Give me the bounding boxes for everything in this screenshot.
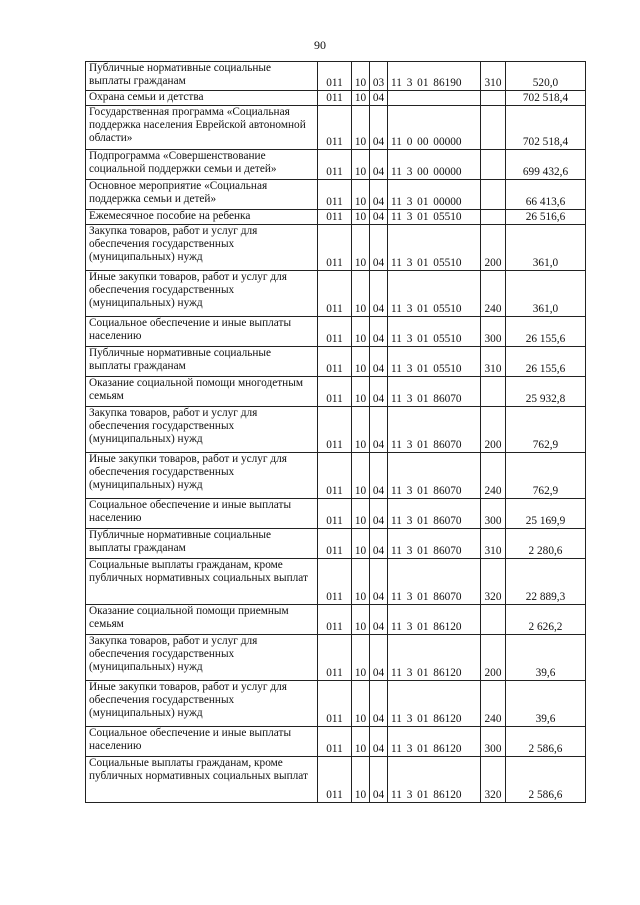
- table-row: [86, 605, 586, 635]
- row-name: Социальные выплаты гражданам, кроме публичных нормативных социальных выплат: [86, 757, 318, 803]
- row-code-expense-type: 300: [481, 727, 506, 757]
- row-amount: 762,9: [506, 453, 586, 499]
- row-code-section: 10: [352, 453, 370, 499]
- row-code-target: 11 3 01 86070: [388, 407, 481, 453]
- row-code-expense-type: [481, 210, 506, 225]
- table-row: [86, 453, 586, 499]
- row-amount: 25 169,9: [506, 499, 586, 529]
- row-code-section: 10: [352, 499, 370, 529]
- row-code-admin: 011: [318, 106, 352, 150]
- row-code-target: 11 3 01 05510: [388, 271, 481, 317]
- row-code-subsection: 04: [370, 407, 388, 453]
- row-code-admin: 011: [318, 150, 352, 180]
- row-code-target: 11 3 01 05510: [388, 225, 481, 271]
- row-code-subsection: 04: [370, 225, 388, 271]
- row-code-expense-type: [481, 377, 506, 407]
- row-code-admin: 011: [318, 681, 352, 727]
- table-row: [86, 62, 586, 91]
- row-code-expense-type: 200: [481, 407, 506, 453]
- row-code-subsection: 04: [370, 529, 388, 559]
- row-amount: 361,0: [506, 225, 586, 271]
- row-code-expense-type: 320: [481, 757, 506, 803]
- row-name: Подпрограмма «Совершенствование социальной поддержки семьи и детей»: [86, 150, 318, 180]
- row-code-subsection: 04: [370, 377, 388, 407]
- row-code-section: 10: [352, 62, 370, 91]
- row-code-expense-type: [481, 106, 506, 150]
- row-name: Ежемесячное пособие на ребенка: [86, 210, 318, 225]
- row-code-target: 11 0 00 00000: [388, 106, 481, 150]
- table-row: [86, 559, 586, 605]
- row-code-subsection: 04: [370, 499, 388, 529]
- row-name: Государственная программа «Социальная поддержка населения Еврейской автономной области»: [86, 106, 318, 150]
- row-code-admin: 011: [318, 317, 352, 347]
- row-code-section: 10: [352, 377, 370, 407]
- budget-table: [85, 61, 586, 803]
- row-amount: 26 155,6: [506, 317, 586, 347]
- row-amount: 66 413,6: [506, 180, 586, 210]
- table-row: [86, 150, 586, 180]
- row-code-target: [388, 91, 481, 106]
- row-code-expense-type: [481, 91, 506, 106]
- row-code-subsection: 04: [370, 635, 388, 681]
- row-code-section: 10: [352, 559, 370, 605]
- row-code-section: 10: [352, 210, 370, 225]
- table-body: [86, 62, 586, 803]
- row-code-section: 10: [352, 347, 370, 377]
- table-row: [86, 317, 586, 347]
- row-code-section: 10: [352, 180, 370, 210]
- row-code-section: 10: [352, 635, 370, 681]
- row-code-expense-type: 300: [481, 317, 506, 347]
- row-code-admin: 011: [318, 225, 352, 271]
- table-row: [86, 210, 586, 225]
- row-code-subsection: 04: [370, 210, 388, 225]
- table-row: [86, 529, 586, 559]
- row-name: Социальное обеспечение и иные выплаты населению: [86, 317, 318, 347]
- row-name: Оказание социальной помощи многодетным семьям: [86, 377, 318, 407]
- row-code-expense-type: 240: [481, 271, 506, 317]
- row-name: Иные закупки товаров, работ и услуг для обеспечения государственных (муниципальных) нужд: [86, 453, 318, 499]
- row-amount: 762,9: [506, 407, 586, 453]
- row-code-admin: 011: [318, 91, 352, 106]
- row-code-target: 11 3 01 05510: [388, 317, 481, 347]
- row-amount: 361,0: [506, 271, 586, 317]
- row-code-section: 10: [352, 727, 370, 757]
- row-code-admin: 011: [318, 377, 352, 407]
- row-code-expense-type: 200: [481, 635, 506, 681]
- table-row: [86, 499, 586, 529]
- row-amount: 39,6: [506, 681, 586, 727]
- row-code-target: 11 3 01 86070: [388, 453, 481, 499]
- page-number: 90: [314, 38, 326, 52]
- row-name: Социальные выплаты гражданам, кроме публичных нормативных социальных выплат: [86, 559, 318, 605]
- row-code-admin: 011: [318, 347, 352, 377]
- table-row: [86, 106, 586, 150]
- row-code-admin: 011: [318, 180, 352, 210]
- row-code-subsection: 03: [370, 62, 388, 91]
- row-code-admin: 011: [318, 453, 352, 499]
- row-code-subsection: 04: [370, 150, 388, 180]
- row-name: Закупка товаров, работ и услуг для обеспечения государственных (муниципальных) нужд: [86, 225, 318, 271]
- row-code-expense-type: 310: [481, 62, 506, 91]
- table-row: [86, 757, 586, 803]
- table-row: [86, 180, 586, 210]
- row-amount: 702 518,4: [506, 106, 586, 150]
- row-code-subsection: 04: [370, 605, 388, 635]
- row-amount: 26 516,6: [506, 210, 586, 225]
- row-code-section: 10: [352, 529, 370, 559]
- row-code-expense-type: [481, 180, 506, 210]
- row-name: Оказание социальной помощи приемным семьям: [86, 605, 318, 635]
- table-row: [86, 681, 586, 727]
- row-name: Иные закупки товаров, работ и услуг для обеспечения государственных (муниципальных) нужд: [86, 681, 318, 727]
- row-code-subsection: 04: [370, 106, 388, 150]
- row-code-target: 11 3 01 86070: [388, 377, 481, 407]
- row-amount: 22 889,3: [506, 559, 586, 605]
- row-code-section: 10: [352, 271, 370, 317]
- row-code-admin: 011: [318, 271, 352, 317]
- row-code-section: 10: [352, 605, 370, 635]
- row-code-expense-type: 200: [481, 225, 506, 271]
- row-amount: 702 518,4: [506, 91, 586, 106]
- row-code-section: 10: [352, 150, 370, 180]
- row-name: Социальное обеспечение и иные выплаты населению: [86, 499, 318, 529]
- row-code-section: 10: [352, 225, 370, 271]
- row-code-expense-type: 300: [481, 499, 506, 529]
- row-name: Закупка товаров, работ и услуг для обеспечения государственных (муниципальных) нужд: [86, 635, 318, 681]
- row-name: Охрана семьи и детства: [86, 91, 318, 106]
- row-code-admin: 011: [318, 727, 352, 757]
- row-name: Публичные нормативные социальные выплаты гражданам: [86, 347, 318, 377]
- row-amount: 2 586,6: [506, 757, 586, 803]
- row-code-admin: 011: [318, 210, 352, 225]
- row-code-admin: 011: [318, 407, 352, 453]
- row-code-subsection: 04: [370, 757, 388, 803]
- row-code-section: 10: [352, 681, 370, 727]
- row-code-target: 11 3 01 86120: [388, 727, 481, 757]
- row-code-admin: 011: [318, 605, 352, 635]
- row-code-section: 10: [352, 407, 370, 453]
- row-code-section: 10: [352, 91, 370, 106]
- row-amount: 39,6: [506, 635, 586, 681]
- row-code-section: 10: [352, 317, 370, 347]
- row-name: Публичные нормативные социальные выплаты гражданам: [86, 62, 318, 91]
- row-code-target: 11 3 01 86120: [388, 757, 481, 803]
- row-code-subsection: 04: [370, 681, 388, 727]
- row-name: Социальное обеспечение и иные выплаты населению: [86, 727, 318, 757]
- row-amount: 2 280,6: [506, 529, 586, 559]
- row-code-target: 11 3 01 86120: [388, 635, 481, 681]
- row-amount: 26 155,6: [506, 347, 586, 377]
- row-code-admin: 011: [318, 529, 352, 559]
- row-code-target: 11 3 01 86070: [388, 499, 481, 529]
- row-code-subsection: 04: [370, 559, 388, 605]
- row-code-admin: 011: [318, 635, 352, 681]
- row-amount: 2 586,6: [506, 727, 586, 757]
- row-code-expense-type: 240: [481, 453, 506, 499]
- row-code-admin: 011: [318, 757, 352, 803]
- row-code-section: 10: [352, 106, 370, 150]
- row-code-subsection: 04: [370, 180, 388, 210]
- row-amount: 699 432,6: [506, 150, 586, 180]
- row-code-target: 11 3 01 86070: [388, 559, 481, 605]
- table-row: [86, 407, 586, 453]
- row-name: Закупка товаров, работ и услуг для обеспечения государственных (муниципальных) нужд: [86, 407, 318, 453]
- row-code-expense-type: [481, 150, 506, 180]
- row-code-admin: 011: [318, 62, 352, 91]
- row-code-target: 11 3 01 05510: [388, 347, 481, 377]
- row-code-expense-type: 240: [481, 681, 506, 727]
- row-code-target: 11 3 01 05510: [388, 210, 481, 225]
- row-amount: 25 932,8: [506, 377, 586, 407]
- row-code-expense-type: 310: [481, 347, 506, 377]
- table-row: [86, 635, 586, 681]
- row-code-admin: 011: [318, 559, 352, 605]
- row-code-subsection: 04: [370, 317, 388, 347]
- row-name: Основное мероприятие «Социальная поддержка семьи и детей»: [86, 180, 318, 210]
- row-code-target: 11 3 01 86120: [388, 605, 481, 635]
- row-amount: 2 626,2: [506, 605, 586, 635]
- row-code-expense-type: 320: [481, 559, 506, 605]
- row-code-subsection: 04: [370, 91, 388, 106]
- row-code-section: 10: [352, 757, 370, 803]
- row-code-expense-type: [481, 605, 506, 635]
- row-code-target: 11 3 01 00000: [388, 180, 481, 210]
- table-row: [86, 91, 586, 106]
- table-row: [86, 727, 586, 757]
- row-amount: 520,0: [506, 62, 586, 91]
- row-code-admin: 011: [318, 499, 352, 529]
- row-name: Публичные нормативные социальные выплаты гражданам: [86, 529, 318, 559]
- row-code-target: 11 3 01 86070: [388, 529, 481, 559]
- row-code-target: 11 3 01 86120: [388, 681, 481, 727]
- table-row: [86, 271, 586, 317]
- row-code-subsection: 04: [370, 271, 388, 317]
- table-row: [86, 377, 586, 407]
- row-code-target: 11 3 00 00000: [388, 150, 481, 180]
- table-row: [86, 225, 586, 271]
- row-code-subsection: 04: [370, 347, 388, 377]
- table-row: [86, 347, 586, 377]
- row-code-subsection: 04: [370, 727, 388, 757]
- row-code-expense-type: 310: [481, 529, 506, 559]
- row-code-target: 11 3 01 86190: [388, 62, 481, 91]
- row-name: Иные закупки товаров, работ и услуг для обеспечения государственных (муниципальных) нужд: [86, 271, 318, 317]
- row-code-subsection: 04: [370, 453, 388, 499]
